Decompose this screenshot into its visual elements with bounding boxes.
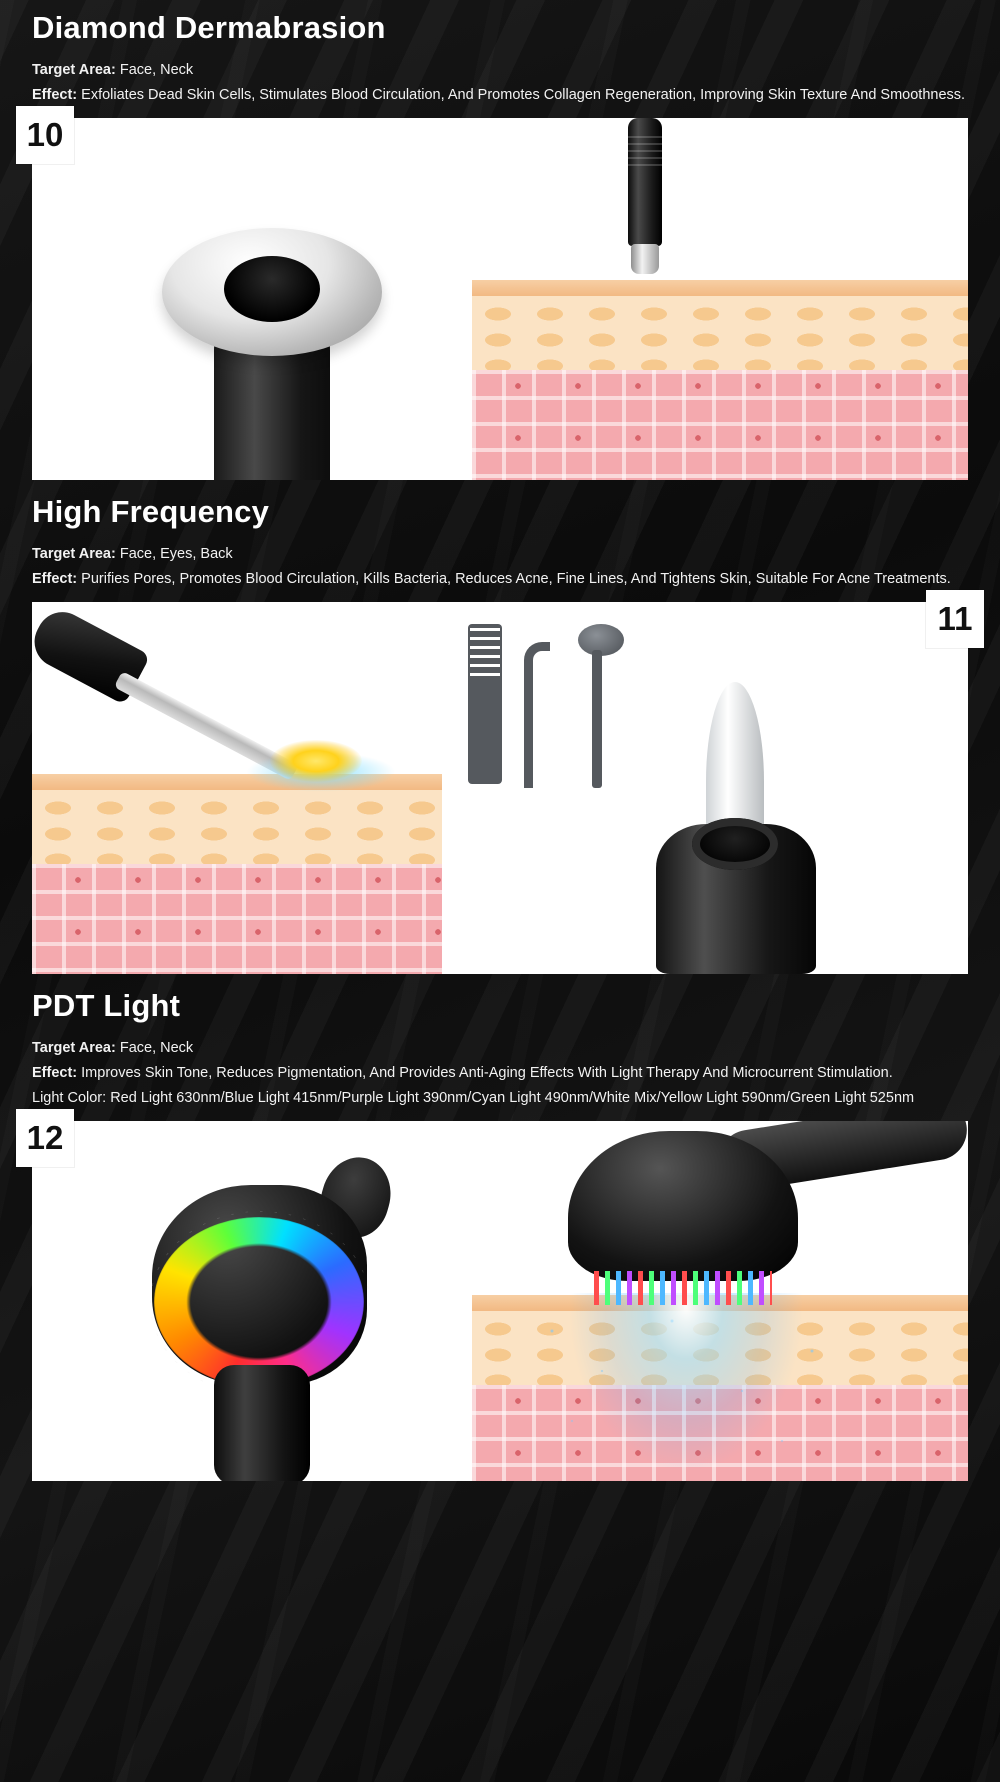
suction-hole [224, 256, 320, 322]
skin-cross-section [472, 280, 968, 480]
dermabrasion-probe [622, 118, 668, 288]
product-image-pdt-light [32, 1121, 968, 1481]
page-title: Diamond Dermabrasion [32, 10, 386, 45]
target-area-line [32, 542, 968, 567]
effect-value: Exfoliates Dead Skin Cells, Stimulates Blood Circulation, And Promotes Collagen Regeneration, Improving Skin Texture And Smoothness. [81, 87, 966, 103]
handle-with-bulb [638, 674, 828, 974]
effect-label: Effect: [32, 571, 78, 587]
section-diamond-dermabrasion [0, 0, 1000, 480]
device-handle [214, 1365, 310, 1481]
high-frequency-wand [32, 626, 362, 826]
skin-treatment-illustration [472, 118, 968, 480]
target-area-line [32, 1036, 968, 1061]
probe-metal-tip [631, 244, 659, 274]
effect-value: Improves Skin Tone, Reduces Pigmentation, And Provides Anti-Aging Effects With Light Therapy And Microcurrent Stimulation. [81, 1065, 893, 1081]
effect-line [32, 83, 968, 108]
product-image-dermabrasion [32, 118, 968, 480]
section-pdt-light [0, 974, 1000, 1481]
spark-effect [270, 740, 362, 782]
target-area-value: Face, Eyes, Back [119, 546, 233, 562]
dermabrasion-handpiece-illustration [152, 170, 392, 480]
photo-wrap-12 [26, 1119, 968, 1481]
probe-grip-rings [628, 136, 662, 170]
target-area-label: Target Area: [32, 1040, 116, 1056]
light-color-line [32, 1086, 968, 1111]
target-area-value: Face, Neck [119, 62, 194, 78]
mushroom-stem [592, 650, 602, 788]
target-area-label: Target Area: [32, 546, 116, 562]
electrode-socket [692, 818, 778, 870]
step-badge: 11 [926, 590, 984, 648]
effect-line [32, 1061, 968, 1086]
step-badge: 12 [16, 1109, 74, 1167]
page-title: High Frequency [32, 494, 270, 529]
light-color-value: Red Light 630nm/Blue Light 415nm/Purple Light 390nm/Cyan Light 490nm/White Mix/Yellow Light 590nm/Green Light 525nm [110, 1090, 915, 1106]
effect-label: Effect: [32, 1065, 78, 1081]
led-array [594, 1271, 772, 1305]
effect-line [32, 567, 968, 592]
electrode-attachments [468, 624, 628, 794]
pdt-treatment-illustration [472, 1121, 968, 1481]
bent-electrode [524, 642, 550, 788]
energy-particles [532, 1301, 862, 1471]
hypodermis-layer [32, 864, 442, 974]
photo-wrap-11 [32, 600, 973, 974]
light-color-label: Light Color: [32, 1090, 107, 1106]
dermis-layer [472, 296, 968, 370]
comb-electrode [468, 624, 502, 784]
mushroom-electrode [572, 624, 624, 788]
product-image-high-frequency [32, 602, 968, 974]
target-area-label: Target Area: [32, 62, 116, 78]
target-area-line [32, 58, 968, 83]
pdt-device-illustration [122, 1151, 422, 1481]
step-badge: 10 [16, 106, 74, 164]
target-area-value: Face, Neck [119, 1040, 194, 1056]
section-high-frequency [0, 480, 1000, 974]
photo-wrap-10 [26, 116, 968, 480]
epidermis-layer [472, 280, 968, 296]
hypodermis-layer [472, 370, 968, 480]
device-head [568, 1131, 798, 1281]
page-title: PDT Light [32, 988, 181, 1023]
effect-label: Effect: [32, 87, 78, 103]
effect-value: Purifies Pores, Promotes Blood Circulation, Kills Bacteria, Reduces Acne, Fine Lines, And Tightens Skin, Suitable For Acne Treatments. [81, 571, 951, 587]
